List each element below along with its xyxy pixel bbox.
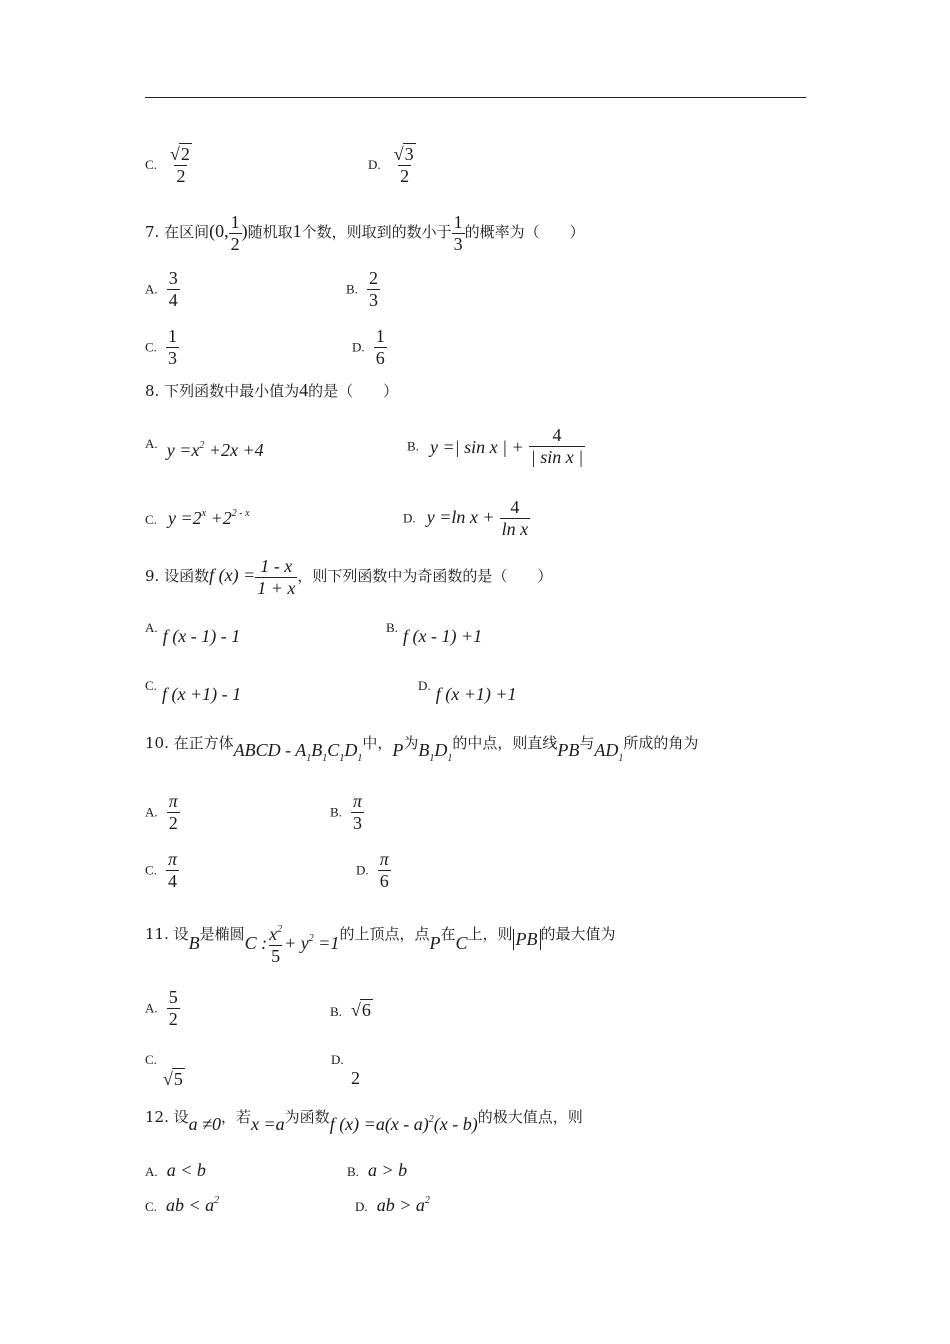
q10-stem: 10. 在正方体ABCD - $A_1B_1C_1D_1$中，P为$B_1D_1$的中点，则直线PB与$AD_1$所成的角为 bbox=[145, 734, 699, 764]
q10-option-c: C. $\frac{\pi}{4}$ bbox=[145, 849, 178, 891]
q8-stem: 8. 下列函数中最小值为4的是（ ） bbox=[145, 380, 399, 400]
q11-option-a: A. $\frac{5}{2}$ bbox=[145, 987, 178, 1029]
q7-option-d: D. $\frac{1}{6}$ bbox=[352, 326, 385, 368]
q12-option-c: C. ab < $a^2$ bbox=[145, 1195, 220, 1215]
q12-option-a: A. a < b bbox=[145, 1160, 206, 1180]
q10-option-b: B. $\frac{\pi}{3}$ bbox=[330, 791, 363, 833]
q8-option-b: B. y =| sin x | + $\frac{4}{\text{| sin x |}}$ bbox=[407, 425, 584, 467]
fraction: $\frac{√2}{2}$ bbox=[170, 144, 190, 186]
option-label: D. bbox=[368, 157, 381, 173]
q7-option-a: A. $\frac{3}{4}$ bbox=[145, 268, 178, 310]
q10-option-a: A. $\frac{\pi}{2}$ bbox=[145, 791, 178, 833]
q9-stem: 9. 设函数f (x) = $\frac{1 - x}{1 + x}$ ，则下列函数中为奇函数的是（ ） bbox=[145, 556, 553, 598]
header-rule bbox=[145, 97, 806, 98]
q12-stem: 12. 设a ≠0，若x =a为函数f (x) =a(x - a)$^2$(x - b)的极大值点，则 bbox=[145, 1108, 583, 1134]
fraction: $\frac{√3}{2}$ bbox=[393, 144, 414, 186]
q11-stem: 11. 设B是椭圆C : $\frac{x^2}{5}$ + $y^2 =1$的上顶点，点P在C上，则 PB 的最大值为 bbox=[145, 924, 616, 966]
q11-option-c: C. √5 bbox=[145, 1052, 183, 1089]
q12-option-d: D. ab > $a^2$ bbox=[355, 1195, 430, 1215]
option-label: C. bbox=[145, 157, 157, 173]
q8-option-d: D. y =ln x + $\frac{4}{\text{ln x}}$ bbox=[403, 497, 529, 539]
q11-option-d: D. 2 bbox=[331, 1052, 360, 1088]
q7-option-b: B. $\frac{2}{3}$ bbox=[346, 268, 379, 310]
q12-option-b: B. a > b bbox=[347, 1160, 408, 1180]
q8-option-a: A. $y =x^2 +2x +4$ bbox=[145, 436, 264, 460]
q6-option-c bbox=[145, 143, 194, 186]
q9-option-b: B. f (x - 1) +1 bbox=[386, 620, 483, 646]
q6-option-d bbox=[368, 143, 418, 186]
q10-option-d: D. $\frac{\pi}{6}$ bbox=[356, 849, 389, 891]
q9-option-a: A. f (x - 1) - 1 bbox=[145, 620, 241, 646]
q9-option-c: C. f (x +1) - 1 bbox=[145, 678, 242, 704]
q8-option-c: C. $y =2^x +2^{2 - x}$ bbox=[145, 508, 250, 528]
q9-option-d: D. f (x +1) +1 bbox=[418, 678, 517, 704]
q11-option-b: B. √6 bbox=[330, 1000, 371, 1020]
q7-option-c: C. $\frac{1}{3}$ bbox=[145, 326, 178, 368]
q7-stem: 7. 在区间(0, $\frac{1}{2}$ )随机取1个数，则取到的数小于 $\frac{1}{3}$ 的概率为（ ） bbox=[145, 212, 585, 254]
